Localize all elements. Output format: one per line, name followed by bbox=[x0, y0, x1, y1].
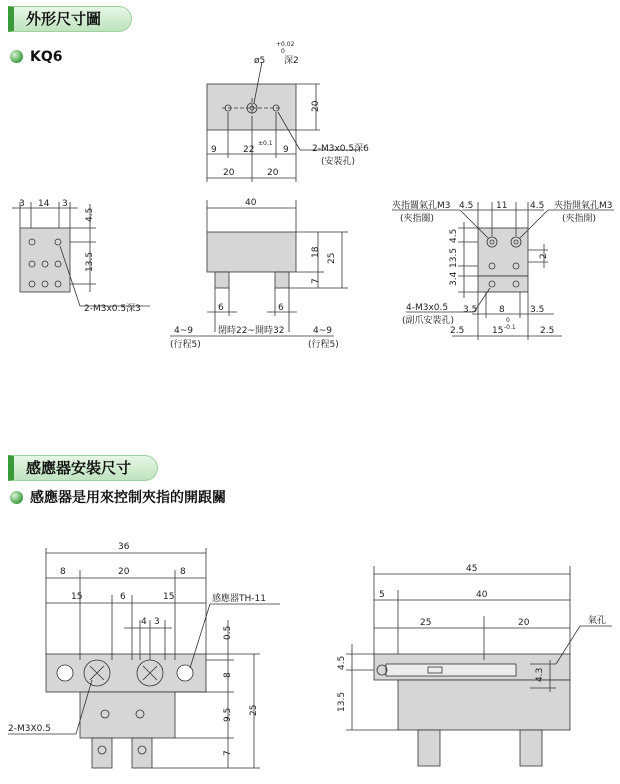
dim-3: 3 bbox=[154, 617, 160, 627]
dim-6: 6 bbox=[120, 592, 126, 602]
side-view bbox=[392, 199, 614, 340]
dim-2: 2 bbox=[539, 253, 549, 259]
dim-20-vertical: 20 bbox=[311, 100, 321, 112]
front-view bbox=[170, 198, 348, 350]
close-port-note: (夾指關) bbox=[400, 214, 435, 224]
screw-note: (安裝孔) bbox=[321, 157, 356, 167]
dim-25-sensor: 25 bbox=[249, 704, 259, 716]
dim-2-5b: 2.5 bbox=[540, 326, 555, 336]
dim-4-5: 4.5 bbox=[85, 207, 95, 222]
dim-40: 40 bbox=[245, 198, 257, 208]
stroke-left-note: (行程5) bbox=[170, 340, 201, 350]
dim-8-vertical: 8 bbox=[223, 672, 233, 678]
dim-3-5b: 3.5 bbox=[530, 305, 545, 315]
tol-01: ±0.1 bbox=[258, 140, 273, 147]
screw-label: 2-M3x0.5深6 bbox=[312, 144, 369, 154]
claw-hole-label: 4-M3x0.5 bbox=[406, 303, 449, 313]
top-view bbox=[207, 41, 369, 182]
dim-5: 5 bbox=[379, 590, 385, 600]
dim-7: 7 bbox=[311, 278, 321, 284]
dim-15a: 15 bbox=[71, 592, 83, 602]
dim-11: 11 bbox=[496, 201, 508, 211]
dim-3-4: 3.4 bbox=[449, 271, 459, 286]
dim-15: 15 bbox=[492, 326, 504, 336]
open-port-note: (夾指開) bbox=[562, 214, 597, 224]
dim-7-sensor: 7 bbox=[223, 750, 233, 756]
dim-4-5-vertical: 4.5 bbox=[449, 228, 459, 243]
small-view bbox=[12, 199, 150, 314]
dim-6a: 6 bbox=[218, 303, 224, 313]
dim-25-side: 25 bbox=[420, 618, 432, 628]
dim-4-3: 4.3 bbox=[535, 667, 545, 682]
dim-4-5a: 4.5 bbox=[459, 201, 474, 211]
dim-22: 22 bbox=[243, 145, 255, 155]
dim-20: 20 bbox=[118, 567, 130, 577]
section-title-sensor: 感應器安裝尺寸 bbox=[8, 455, 158, 481]
section-title-outline: 外形尺寸圖 bbox=[8, 6, 132, 32]
dim-4: 4 bbox=[141, 617, 147, 627]
port-label: 氣孔 bbox=[588, 616, 607, 626]
tol-plus: +0.02 bbox=[276, 41, 295, 48]
dim-3b: 3 bbox=[62, 199, 68, 209]
stroke-left: 4~9 bbox=[174, 326, 193, 336]
dim-8a: 8 bbox=[60, 567, 66, 577]
dim-4-5-side: 4.5 bbox=[337, 655, 347, 670]
sensor-side-view bbox=[337, 564, 612, 766]
dim-13-5-side: 13.5 bbox=[449, 247, 459, 268]
dim-6b: 6 bbox=[278, 303, 284, 313]
tol-minus: -0.1 bbox=[504, 324, 516, 331]
dim-20a: 20 bbox=[223, 168, 235, 178]
dim-15b: 15 bbox=[163, 592, 175, 602]
close-port-label: 夾指關氣孔M3 bbox=[392, 201, 451, 211]
dim-8: 8 bbox=[499, 305, 505, 315]
small-screw-label: 2-M3x0.5深3 bbox=[84, 304, 141, 314]
dim-36: 36 bbox=[118, 542, 130, 552]
dim-9a: 9 bbox=[211, 145, 217, 155]
dim-25: 25 bbox=[327, 252, 337, 264]
depth-label: 深2 bbox=[284, 56, 299, 66]
dim-8b: 8 bbox=[180, 567, 186, 577]
dim-3a: 3 bbox=[19, 199, 25, 209]
stroke-right: 4~9 bbox=[313, 326, 332, 336]
dim-13-5-sensor: 13.5 bbox=[337, 691, 347, 712]
dim-18: 18 bbox=[311, 246, 321, 258]
dim-14: 14 bbox=[38, 199, 50, 209]
stroke-right-note: (行程5) bbox=[308, 340, 339, 350]
claw-hole-note: (副爪安裝孔) bbox=[402, 316, 455, 326]
dim-4-5b: 4.5 bbox=[530, 201, 545, 211]
dim-9b: 9 bbox=[283, 145, 289, 155]
dim-9-5: 9.5 bbox=[223, 707, 233, 722]
span-label: 閉時22~開時32 bbox=[218, 326, 285, 336]
sensor-screw-label: 2-M3X0.5 bbox=[8, 724, 51, 734]
hole-callout: ø5 bbox=[254, 56, 266, 66]
sensor-subtitle: 感應器是用來控制夾指的開跟關 bbox=[30, 490, 226, 506]
open-port-label: 夾指開氣孔M3 bbox=[554, 201, 613, 211]
dim-40-side: 40 bbox=[476, 590, 488, 600]
dim-20b: 20 bbox=[267, 168, 279, 178]
dim-3-5a: 3.5 bbox=[463, 305, 478, 315]
model-label: KQ6 bbox=[30, 49, 63, 65]
dim-2-5a: 2.5 bbox=[450, 326, 465, 336]
dim-13-5: 13.5 bbox=[85, 251, 95, 272]
tol-0: 0 bbox=[506, 317, 510, 324]
dim-0-5: 0.5 bbox=[223, 625, 233, 640]
tol-zero: 0 bbox=[281, 48, 285, 55]
sensor-label: 感應器TH-11 bbox=[212, 594, 266, 604]
sensor-top-view bbox=[8, 542, 280, 768]
dim-45: 45 bbox=[466, 564, 478, 574]
dim-20-side: 20 bbox=[518, 618, 530, 628]
